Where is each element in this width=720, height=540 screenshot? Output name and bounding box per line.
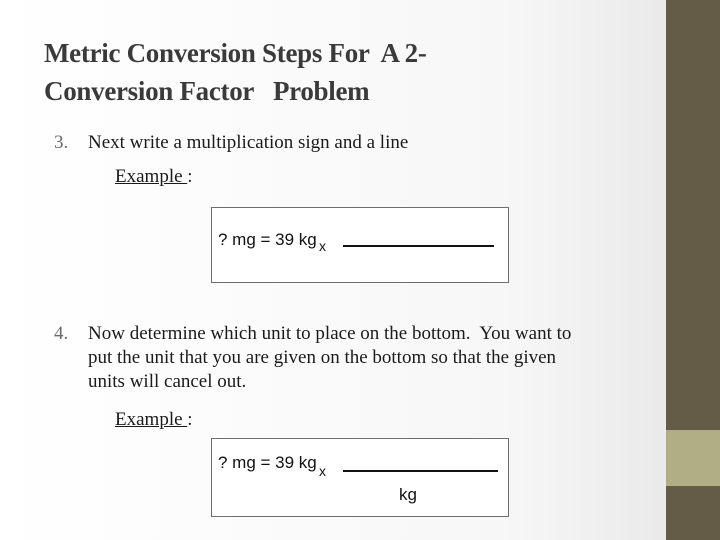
example-label: Example : [115, 166, 193, 187]
step-text: Now determine which unit to place on the bottom. You want to put the unit that you are given on the bottom so that the given units will cancel out. [88, 323, 577, 392]
sidebar-dark-block-bottom [666, 486, 720, 540]
step-number: 4. [54, 323, 69, 344]
example-figure-step-4 [211, 438, 509, 517]
decorative-sidebar [666, 0, 720, 540]
sidebar-light-block [666, 430, 720, 486]
equation-text: ? mg = 39 kg [218, 453, 317, 472]
example-label: Example : [115, 409, 193, 430]
sidebar-dark-block [666, 0, 720, 430]
multiplication-sign: x [319, 463, 326, 479]
fraction-line [343, 245, 494, 247]
step-number: 3. [54, 132, 69, 153]
equation-text: ? mg = 39 kg [218, 230, 317, 249]
fraction-line [343, 470, 498, 472]
example-figure-step-3 [211, 207, 509, 283]
title-line-1: Metric Conversion Steps For A 2- [44, 38, 427, 68]
denominator-unit: kg [399, 485, 417, 504]
step-text: Next write a multiplication sign and a line [88, 132, 409, 153]
multiplication-sign: x [319, 238, 326, 254]
title-line-2: Conversion Factor Problem [44, 76, 370, 106]
slide-title [44, 34, 644, 110]
